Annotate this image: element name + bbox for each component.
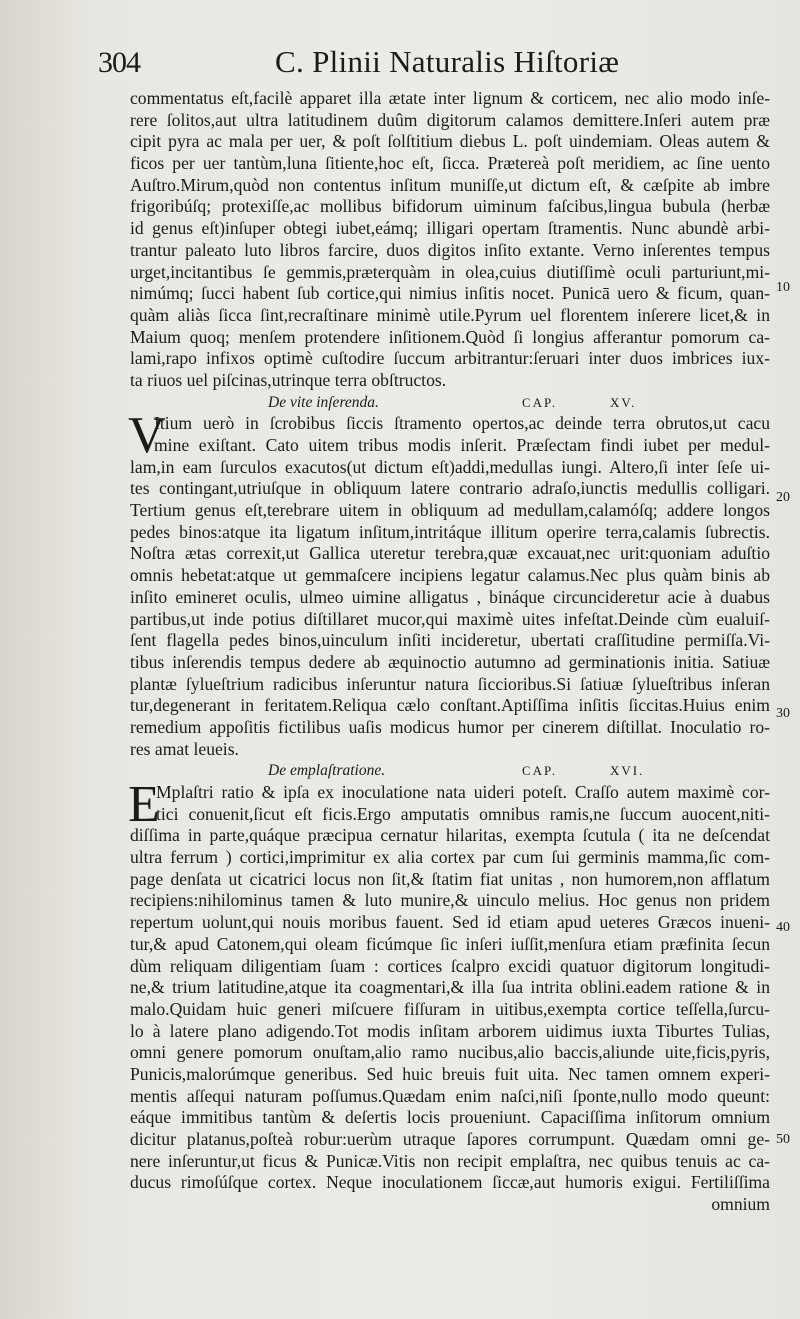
text-line: ficos per uer tantùm,luna ſitiente,hoc eſt, ſicca. Prætereà poſt meridiem, ac ſine uento: [130, 153, 770, 174]
text-line: trantur paleato luto libros farcire, duos digitos inſito extante. Verno inſerentes tempus: [130, 239, 770, 260]
line-number-30: 30: [776, 706, 790, 721]
text-line: pedes binos:atque ita ligatum inſitum,intritáque illitum operire terra,calamis ſubrectis.: [130, 521, 770, 542]
text-line: eáque immitibus tantùm & deſertis locis proueniunt. Capaciſſima inſitorum omnium: [130, 1107, 770, 1128]
line-number-10: 10: [776, 280, 790, 295]
text-line: Noſtra ætas correxit,ut Gallica uteretur terebra,quæ excauat,nec urit:quoniam aduſtio: [130, 543, 770, 564]
text-line: mine exiſtant. Cato uitem tribus modis inſerit. Præſectam findi iubet per medul-: [154, 435, 770, 455]
main-text: [130, 88, 770, 1216]
text-line: dicitur platanus,poſteà robur:uerùm utraque ſapores corrumpunt. Quædam omni ge-: [130, 1129, 770, 1149]
text-line: rere ſolitos,aut ultra latitudinem duûm digitorum calamos demittere.Inſeri autem præ: [130, 109, 770, 130]
text-line: Itium uerò in ſcrobibus ſiccis ſtramento opertos,ac deinde terra obrutos,ut cacu: [154, 413, 770, 434]
text-line: quàm aliàs ſicca ſint,recraſtinare minimè utile.Pyrum uel florentem inſerere licet,& in: [130, 304, 770, 325]
chapter-body: [128, 407, 770, 760]
text-line: plantæ ſylueſtrium radicibus inſeruntur natura ſiccioribus.Si ſatiuæ ſylueſtribus inſeran: [130, 673, 770, 694]
text-line: tibus inſerendis tempus dedere ab æquinoctio autumno ad germinationis initia. Satiuæ: [130, 651, 770, 672]
text-line: tur,degenerant in feritatem.Reliqua cælo conſtant.Aptiſſima inſitis ſiccitas.Huius enim: [130, 695, 770, 716]
text-line: cipit pyra ac mala per uer, & poſt ſolſtitium diebus L. poſt uindemiam. Oleas autem &: [130, 131, 770, 152]
chapter-number: XV.: [610, 394, 637, 410]
text-line: ne,& trium latitudine,atque ita coagmentari,& illa ſua intrita oblini.eadem ratione & in: [130, 977, 770, 998]
text-line: tes contingant,utriuſque in obliquum latere contrario adraſo,iunctis medullis colligari.: [130, 478, 770, 499]
chapter-label: CAP.: [522, 763, 558, 779]
text-line: res amat leueis.: [130, 738, 239, 759]
chapter-body: [128, 776, 770, 1194]
chapter-number: XVI.: [610, 763, 645, 779]
text-line: mentis aſſequi naturam poſſumus.Quædam enim naſci,niſi ſponte,nullo modo queunt:: [130, 1085, 770, 1106]
text-line: ſent flagella pedes binos,uinculum inſiti incideretur, ubertati craſſitudine permiſſa.Vi-: [130, 630, 770, 651]
text-line: nimúmq; ſucci habent ſub cortice,qui nimius inſitis nocet. Punicā uero & ficum, quan-: [130, 283, 770, 304]
text-line: lo à latere plano adigendo.Tot modis inſitam arborem uidimus iuxta Tiburtes Tulias,: [130, 1020, 770, 1041]
text-line: omni genere pomorum onuſtam,alio ramo nucibus,alio baccis,aliunde uite,ficis,pyris,: [130, 1042, 770, 1063]
chapter-title: De emplaſtratione.: [268, 762, 386, 780]
text-line: partibus,ut inde potius diſtillaret mucor,qui maximè uites infeſtat.Deinde cùm eualuiſ-: [130, 608, 770, 629]
text-line: lam,in eam ſurculos exacutos(ut dictum eſt)addi,medullas iungi. Altero,ſi inter ſeſe ui-: [130, 456, 770, 477]
text-line: tur,& apud Catonem,qui oleam ficúmque ſic inſeri iuſſit,menſura etiam præfinita ſecun: [130, 933, 770, 954]
text-line: inſito emineret oculis, ulmeo uimine alligatus , bináque circuncideretur acie à duabus: [130, 586, 770, 607]
text-line: Auſtro.Mirum,quòd non contentus inſitum muniſſe,ut dictum eſt, & cæſpite ab imbre: [130, 174, 770, 195]
text-line: remedium appoſitis fictilibus uaſis modicus humor per cinerem diſtillat. Inoculatio ro-: [130, 716, 770, 737]
text-line: commentatus eſt,facilè apparet illa ætate inter lignum & corticem, nec alio modo inſe-: [130, 88, 770, 108]
text-line: diſſima in parte,quáque præcipua cernatur hilaritas, exempta ſcutula ( ita ne deſcendat: [130, 825, 770, 846]
line-number-40: 40: [776, 920, 790, 935]
chapter-label: CAP.: [522, 394, 558, 410]
text-line: Maium quoq; menſem protendere inſitionem.Quòd ſi longius afferantur pomorum ca-: [130, 326, 770, 347]
text-line: page denſata ut cicatrici locus non ſit,& ſtatim fiat unitas , non humorem,non afflatum: [130, 868, 770, 889]
chapter-title: De vite inſerenda.: [268, 393, 379, 411]
text-line: urget,incitantibus ſe gemmis,præterquàm in olea,cuius diutiſſimè oculi parturiunt,mi-: [130, 261, 770, 282]
line-number-50: 50: [776, 1132, 790, 1147]
text-line: ta riuos uel piſcinas,utrinque terra obſtructos.: [130, 369, 447, 390]
text-line: omnis hebetat:atque ut gemmaſcere incipiens legatur calamus.Nec plus quàm binis ab: [130, 565, 770, 586]
text-line: recipiens:nihilominus tamen & luto munire,& uinculo melius. Hoc genus non pridem: [130, 890, 770, 911]
text-line: repertum uolunt,qui nouis moribus fauent. Sed id etiam apud ueteres Græcos inueni-: [130, 912, 770, 933]
text-line: Mplaſtri ratio & ipſa ex inoculatione nata uideri poteſt. Craſſo autem maximè cor-: [156, 782, 770, 802]
text-line: nere inſeruntur,ut ficus & Punicæ.Vitis non recipit emplaſtra, nec quibus tenuis ac ca-: [130, 1150, 770, 1171]
text-line: lami,rapo infixos optimè cuſtodire ſuccum arbitrantur:ſeruari inter duos imbrices iux-: [130, 348, 770, 369]
text-line: id genus eſt)inſuper obtegi iubet,eámq; illigari opertam ſtramentis. Nunc abundè arbi-: [130, 218, 770, 239]
text-line: malo.Quidam huic generi miſcuere fiſſuram in uitibus,exempta cortice teſſella,ſurcu-: [130, 998, 770, 1019]
text-line: frigoribúſq; protexiſſe,ac mollibus bifidorum uiminum faſcibus,lingua bubula (herbæ: [130, 196, 770, 217]
drop-cap-initial: V: [128, 407, 166, 465]
chapter-heading: [130, 760, 770, 782]
running-title: C. Plinii Naturalis Hiſtoriæ: [275, 44, 620, 79]
text-line: ducus rimoſúſque cortex. Neque inoculationem ſiccæ,aut humoris exigui. Fertiliſſima: [130, 1172, 770, 1193]
text-line: dùm reliquam diligentiam ſuam : cortices ſcalpro excidi quatuor digitorum longitudi-: [130, 955, 770, 976]
page-header: [0, 44, 800, 84]
text-line: Tertium genus eſt,terebrare uitem in obliquum ad medullam,calamóſq; addere longos: [130, 500, 770, 521]
chapter-heading: [130, 392, 770, 414]
catchword: omnium: [711, 1194, 770, 1215]
drop-cap-initial: E: [128, 776, 160, 833]
text-line: ultra ferrum ) cortici,imprimitur ex alia cortex par cum ſui germinis mamma,ſic com-: [130, 847, 770, 868]
line-number-20: 20: [776, 490, 790, 505]
text-line: tici conuenit,ſicut eſt ficis.Ergo amputatis omnibus ramis,ne ſuccum auocent,niti-: [156, 803, 770, 824]
folio-number: 304: [98, 46, 140, 79]
text-line: Punicis,malorúmque generibus. Sed huic breuis fuit uita. Nec tamen omnem experi-: [130, 1063, 770, 1084]
